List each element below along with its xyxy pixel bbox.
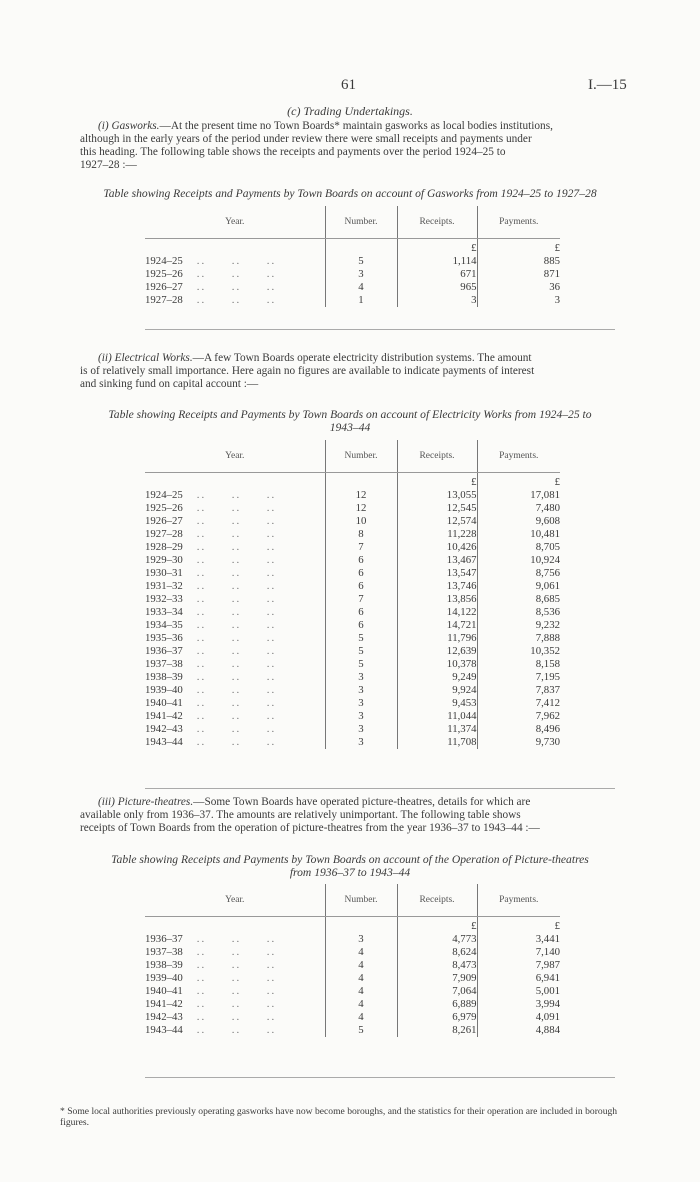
payments-cell: 8,756	[535, 567, 560, 579]
number-cell: 1	[325, 294, 397, 307]
table-row	[145, 998, 560, 1011]
divider	[145, 329, 615, 330]
gasworks-line: this heading. The following table shows the receipts and payments over the period 1924–25 to	[80, 146, 506, 158]
receipts-cell: 8,624	[397, 946, 477, 959]
payments-cell: 885	[543, 255, 560, 267]
gasworks-line: —At the present time no Town Boards* maintain gasworks as local bodies institutions,	[159, 120, 553, 132]
number-cell: 12	[325, 489, 397, 502]
year-value: 1935–36	[145, 632, 183, 644]
table-row	[145, 723, 560, 736]
gasworks-line: 1927–28 :—	[80, 159, 137, 171]
payments-cell: 17,081	[530, 489, 560, 501]
year-cell	[145, 946, 325, 959]
gasworks-table	[145, 206, 560, 307]
number-cell: 3	[325, 723, 397, 736]
year-cell	[145, 580, 325, 593]
year-cell	[145, 281, 325, 294]
payments-cell: 7,962	[535, 710, 560, 722]
year-value: 1939–40	[145, 972, 183, 984]
unit-payments: £	[554, 242, 560, 254]
picture-table-caption: Table showing Receipts and Payments by Town Boards on account of the Operation of Picture-theatres	[111, 853, 589, 866]
table-row	[145, 489, 560, 502]
receipts-cell: 11,374	[397, 723, 477, 736]
col-payments: Payments.	[477, 206, 560, 239]
number-cell: 3	[325, 671, 397, 684]
receipts-cell: 13,467	[397, 554, 477, 567]
electrical-paragraph	[80, 352, 625, 391]
payments-cell: 7,837	[535, 684, 560, 696]
electrical-table-caption-line2: 1943–44	[329, 421, 371, 434]
year-value: 1941–42	[145, 998, 183, 1010]
number-cell: 12	[325, 502, 397, 515]
divider	[145, 788, 615, 789]
payments-cell: 871	[543, 268, 560, 280]
picture-table-caption-line2: from 1936–37 to 1943–44	[289, 866, 411, 879]
year-value: 1937–38	[145, 658, 183, 670]
receipts-cell: 9,924	[397, 684, 477, 697]
payments-cell: 3,994	[535, 998, 560, 1010]
col-year: Year.	[145, 440, 325, 473]
section-title: (c) Trading Undertakings.	[287, 104, 413, 118]
number-cell: 4	[325, 972, 397, 985]
receipts-cell: 6,979	[397, 1011, 477, 1024]
leader-dots: .. .. ..	[196, 489, 277, 501]
receipts-cell: 7,909	[397, 972, 477, 985]
payments-cell: 7,195	[535, 671, 560, 683]
table-row	[145, 1024, 560, 1037]
year-value: 1925–26	[145, 268, 183, 280]
year-cell	[145, 645, 325, 658]
year-value: 1925–26	[145, 502, 183, 514]
year-cell	[145, 515, 325, 528]
receipts-cell: 6,889	[397, 998, 477, 1011]
year-value: 1927–28	[145, 528, 183, 540]
table-row	[145, 972, 560, 985]
year-value: 1942–43	[145, 723, 183, 735]
year-cell	[145, 985, 325, 998]
year-cell	[145, 502, 325, 515]
number-cell: 3	[325, 684, 397, 697]
table-row	[145, 710, 560, 723]
col-payments: Payments.	[477, 440, 560, 473]
electrical-line: is of relatively small importance. Here again no figures are available to indicate payments of interest	[80, 365, 535, 377]
number-cell: 3	[325, 736, 397, 749]
year-cell	[145, 489, 325, 502]
leader-dots: .. .. ..	[196, 959, 277, 971]
number-cell: 5	[325, 658, 397, 671]
table-row	[145, 697, 560, 710]
receipts-cell: 14,721	[397, 619, 477, 632]
col-year: Year.	[145, 884, 325, 917]
year-cell	[145, 697, 325, 710]
payments-cell: 36	[549, 281, 560, 293]
table-row	[145, 946, 560, 959]
receipts-cell: 14,122	[397, 606, 477, 619]
col-receipts: Receipts.	[397, 440, 477, 473]
col-number: Number.	[325, 440, 397, 473]
number-cell: 7	[325, 541, 397, 554]
number-cell: 5	[325, 632, 397, 645]
year-cell	[145, 255, 325, 268]
year-cell	[145, 684, 325, 697]
year-cell	[145, 972, 325, 985]
number-cell: 6	[325, 580, 397, 593]
payments-cell: 8,705	[535, 541, 560, 553]
table-row	[145, 294, 560, 307]
year-cell	[145, 723, 325, 736]
payments-cell: 3	[554, 294, 560, 306]
leader-dots: .. .. ..	[196, 593, 277, 605]
year-value: 1942–43	[145, 1011, 183, 1023]
payments-cell: 4,884	[535, 1024, 560, 1036]
receipts-cell: 4,773	[397, 933, 477, 946]
table-row	[145, 281, 560, 294]
payments-cell: 9,061	[535, 580, 560, 592]
col-payments: Payments.	[477, 884, 560, 917]
table-row	[145, 671, 560, 684]
year-cell	[145, 541, 325, 554]
number-cell: 8	[325, 528, 397, 541]
leader-dots: .. .. ..	[196, 658, 277, 670]
table-row	[145, 255, 560, 268]
number-cell: 7	[325, 593, 397, 606]
page-reference: I.—15	[588, 77, 627, 93]
number-cell: 5	[325, 1024, 397, 1037]
gasworks-table-caption: Table showing Receipts and Payments by Town Boards on account of Gasworks from 1924–25 to 1927–28	[103, 187, 597, 200]
receipts-cell: 9,249	[397, 671, 477, 684]
leader-dots: .. .. ..	[196, 281, 277, 293]
electrical-line: and sinking fund on capital account :—	[80, 378, 259, 390]
leader-dots: .. .. ..	[196, 710, 277, 722]
leader-dots: .. .. ..	[196, 972, 277, 984]
table-row	[145, 645, 560, 658]
year-value: 1936–37	[145, 933, 183, 945]
receipts-cell: 13,856	[397, 593, 477, 606]
number-cell: 4	[325, 985, 397, 998]
receipts-cell: 13,746	[397, 580, 477, 593]
table-row	[145, 528, 560, 541]
gasworks-line: although in the early years of the period under review there were small receipts and payments under	[80, 133, 532, 145]
receipts-cell: 10,426	[397, 541, 477, 554]
year-value: 1943–44	[145, 736, 183, 748]
receipts-cell: 3	[397, 294, 477, 307]
year-cell	[145, 959, 325, 972]
table-row	[145, 1011, 560, 1024]
year-value: 1940–41	[145, 697, 183, 709]
col-year: Year.	[145, 206, 325, 239]
payments-cell: 7,987	[535, 959, 560, 971]
year-value: 1928–29	[145, 541, 183, 553]
leader-dots: .. .. ..	[196, 998, 277, 1010]
year-cell	[145, 606, 325, 619]
payments-cell: 7,412	[535, 697, 560, 709]
number-cell: 6	[325, 619, 397, 632]
leader-dots: .. .. ..	[196, 736, 277, 748]
payments-cell: 4,091	[535, 1011, 560, 1023]
unit-payments: £	[554, 920, 560, 932]
year-value: 1926–27	[145, 281, 183, 293]
electrical-line: —A few Town Boards operate electricity distribution systems. The amount	[192, 352, 532, 364]
payments-cell: 7,480	[535, 502, 560, 514]
leader-dots: .. .. ..	[196, 528, 277, 540]
year-value: 1937–38	[145, 946, 183, 958]
year-value: 1924–25	[145, 489, 183, 501]
col-number: Number.	[325, 206, 397, 239]
picture-heading: (iii) Picture-theatres.	[98, 796, 194, 808]
receipts-cell: 11,044	[397, 710, 477, 723]
payments-cell: 5,001	[535, 985, 560, 997]
payments-cell: 9,608	[535, 515, 560, 527]
receipts-cell: 12,574	[397, 515, 477, 528]
table-row	[145, 554, 560, 567]
year-value: 1931–32	[145, 580, 183, 592]
picture-table	[145, 884, 560, 1037]
leader-dots: .. .. ..	[196, 946, 277, 958]
year-value: 1940–41	[145, 985, 183, 997]
receipts-cell: 8,473	[397, 959, 477, 972]
electrical-heading: (ii) Electrical Works.	[98, 352, 193, 364]
picture-line: —Some Town Boards have operated picture-theatres, details for which are	[193, 796, 531, 808]
number-cell: 4	[325, 998, 397, 1011]
year-cell	[145, 528, 325, 541]
payments-cell: 10,352	[530, 645, 560, 657]
col-receipts: Receipts.	[397, 884, 477, 917]
receipts-cell: 10,378	[397, 658, 477, 671]
number-cell: 4	[325, 281, 397, 294]
table-row	[145, 606, 560, 619]
table-row	[145, 985, 560, 998]
divider	[145, 1077, 615, 1078]
year-cell	[145, 1011, 325, 1024]
number-cell: 4	[325, 959, 397, 972]
payments-cell: 8,536	[535, 606, 560, 618]
year-cell	[145, 710, 325, 723]
number-cell: 3	[325, 268, 397, 281]
leader-dots: .. .. ..	[196, 723, 277, 735]
payments-cell: 6,941	[535, 972, 560, 984]
payments-cell: 9,730	[535, 736, 560, 748]
leader-dots: .. .. ..	[196, 985, 277, 997]
receipts-cell: 11,708	[397, 736, 477, 749]
table-row	[145, 632, 560, 645]
payments-cell: 3,441	[535, 933, 560, 945]
table-row	[145, 515, 560, 528]
payments-cell: 7,888	[535, 632, 560, 644]
year-value: 1943–44	[145, 1024, 183, 1036]
col-receipts: Receipts.	[397, 206, 477, 239]
number-cell: 3	[325, 697, 397, 710]
receipts-cell: 965	[397, 281, 477, 294]
year-value: 1941–42	[145, 710, 183, 722]
table-row	[145, 959, 560, 972]
number-cell: 6	[325, 606, 397, 619]
number-cell: 4	[325, 946, 397, 959]
leader-dots: .. .. ..	[196, 671, 277, 683]
table-row	[145, 736, 560, 749]
number-cell: 5	[325, 255, 397, 268]
year-cell	[145, 268, 325, 281]
table-row	[145, 567, 560, 580]
number-cell: 10	[325, 515, 397, 528]
receipts-cell: 7,064	[397, 985, 477, 998]
receipts-cell: 12,639	[397, 645, 477, 658]
payments-cell: 8,685	[535, 593, 560, 605]
year-cell	[145, 1024, 325, 1037]
electrical-table	[145, 440, 560, 749]
receipts-cell: 13,547	[397, 567, 477, 580]
year-cell	[145, 567, 325, 580]
leader-dots: .. .. ..	[196, 619, 277, 631]
table-row	[145, 933, 560, 946]
page-number: 61	[341, 77, 356, 93]
payments-cell: 7,140	[535, 946, 560, 958]
unit-receipts: £	[397, 473, 477, 490]
leader-dots: .. .. ..	[196, 933, 277, 945]
payments-cell: 10,481	[530, 528, 560, 540]
year-value: 1932–33	[145, 593, 183, 605]
year-cell	[145, 658, 325, 671]
year-cell	[145, 671, 325, 684]
leader-dots: .. .. ..	[196, 268, 277, 280]
year-cell	[145, 619, 325, 632]
number-cell: 6	[325, 554, 397, 567]
year-value: 1938–39	[145, 959, 183, 971]
year-cell	[145, 998, 325, 1011]
year-cell	[145, 933, 325, 946]
leader-dots: .. .. ..	[196, 294, 277, 306]
table-row	[145, 684, 560, 697]
unit-receipts: £	[397, 239, 477, 256]
leader-dots: .. .. ..	[196, 632, 277, 644]
leader-dots: .. .. ..	[196, 1024, 277, 1036]
year-value: 1929–30	[145, 554, 183, 566]
unit-receipts: £	[397, 917, 477, 934]
table-row	[145, 658, 560, 671]
year-cell	[145, 736, 325, 749]
gasworks-heading: (i) Gasworks.	[98, 120, 160, 132]
receipts-cell: 13,055	[397, 489, 477, 502]
number-cell: 3	[325, 933, 397, 946]
footnote: * Some local authorities previously operating gasworks have now become boroughs, and the statistics for their operation are included in borough figures.	[60, 1106, 618, 1128]
receipts-cell: 12,545	[397, 502, 477, 515]
leader-dots: .. .. ..	[196, 697, 277, 709]
leader-dots: .. .. ..	[196, 502, 277, 514]
leader-dots: .. .. ..	[196, 580, 277, 592]
leader-dots: .. .. ..	[196, 541, 277, 553]
electrical-table-caption: Table showing Receipts and Payments by Town Boards on account of Electricity Works from 1924–25 to	[108, 408, 592, 421]
leader-dots: .. .. ..	[196, 645, 277, 657]
year-value: 1930–31	[145, 567, 183, 579]
payments-cell: 10,924	[530, 554, 560, 566]
picture-line: receipts of Town Boards from the operation of picture-theatres from the year 1936–37 to 1943–44 :—	[80, 822, 540, 834]
year-value: 1936–37	[145, 645, 183, 657]
receipts-cell: 11,796	[397, 632, 477, 645]
leader-dots: .. .. ..	[196, 1011, 277, 1023]
table-row	[145, 580, 560, 593]
year-value: 1938–39	[145, 671, 183, 683]
year-value: 1927–28	[145, 294, 183, 306]
number-cell: 3	[325, 710, 397, 723]
table-row	[145, 593, 560, 606]
leader-dots: .. .. ..	[196, 554, 277, 566]
gasworks-paragraph	[80, 120, 625, 172]
number-cell: 5	[325, 645, 397, 658]
picture-paragraph	[80, 796, 625, 835]
receipts-cell: 8,261	[397, 1024, 477, 1037]
year-cell	[145, 593, 325, 606]
receipts-cell: 671	[397, 268, 477, 281]
year-cell	[145, 294, 325, 307]
receipts-cell: 9,453	[397, 697, 477, 710]
table-row	[145, 268, 560, 281]
year-value: 1924–25	[145, 255, 183, 267]
year-value: 1933–34	[145, 606, 183, 618]
number-cell: 6	[325, 567, 397, 580]
leader-dots: .. .. ..	[196, 606, 277, 618]
year-value: 1926–27	[145, 515, 183, 527]
leader-dots: .. .. ..	[196, 567, 277, 579]
picture-line: available only from 1936–37. The amounts are relatively unimportant. The following table shows	[80, 809, 521, 821]
leader-dots: .. .. ..	[196, 255, 277, 267]
receipts-cell: 11,228	[397, 528, 477, 541]
table-row	[145, 502, 560, 515]
year-value: 1939–40	[145, 684, 183, 696]
col-number: Number.	[325, 884, 397, 917]
leader-dots: .. .. ..	[196, 515, 277, 527]
payments-cell: 8,496	[535, 723, 560, 735]
year-value: 1934–35	[145, 619, 183, 631]
number-cell: 4	[325, 1011, 397, 1024]
year-cell	[145, 632, 325, 645]
table-row	[145, 541, 560, 554]
payments-cell: 8,158	[535, 658, 560, 670]
leader-dots: .. .. ..	[196, 684, 277, 696]
table-row	[145, 619, 560, 632]
unit-payments: £	[554, 476, 560, 488]
year-cell	[145, 554, 325, 567]
receipts-cell: 1,114	[397, 255, 477, 268]
payments-cell: 9,232	[535, 619, 560, 631]
